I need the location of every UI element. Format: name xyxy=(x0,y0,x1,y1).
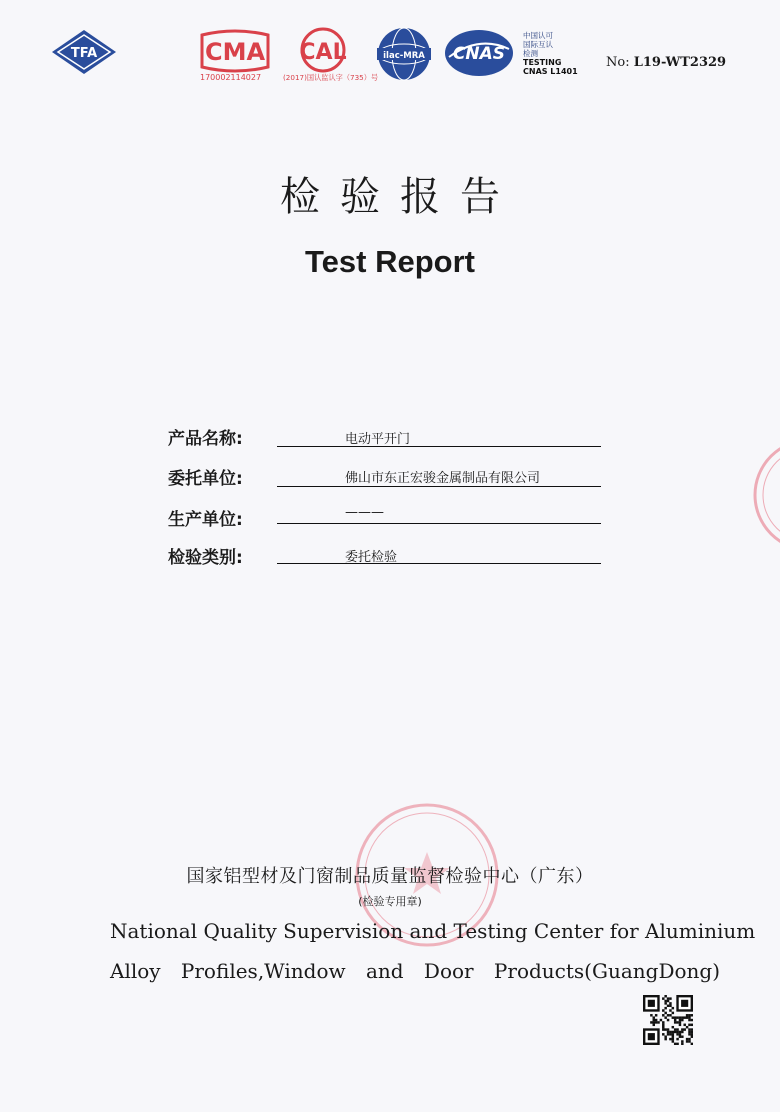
cal-caption: (2017)国认监认字（735）号 xyxy=(283,73,379,82)
page-title-english: Test Report xyxy=(305,244,475,279)
field-underline xyxy=(277,446,601,447)
field-value-client: 佛山市东正宏骏金属制品有限公司 xyxy=(345,471,541,486)
page-title-chinese: 检验报告 xyxy=(280,174,520,220)
report-number-label: No: xyxy=(606,55,630,70)
field-label-product-name: 产品名称: xyxy=(168,429,243,449)
seal-note: (检验专用章) xyxy=(358,895,422,908)
cnas-side-line: 国际互认 xyxy=(523,40,553,49)
cnas-logo xyxy=(443,27,515,85)
cnas-logo-text: CNAS xyxy=(452,44,506,64)
cal-logo-text: CAL xyxy=(299,40,347,65)
cnas-side-line: CNAS L1401 xyxy=(523,67,578,76)
tfa-logo-text: TFA xyxy=(70,46,98,61)
field-label-test-type: 检验类别: xyxy=(168,548,243,568)
report-number xyxy=(606,55,726,70)
report-number-value: L19-WT2329 xyxy=(633,55,727,70)
field-underline xyxy=(277,563,601,564)
issuing-center-english-line1: National Quality Supervision and Testing Center for Aluminium xyxy=(110,919,756,943)
field-value-manufacturer: ——— xyxy=(345,505,384,520)
tfa-logo xyxy=(50,28,118,76)
issuing-center-english-line2: Alloy Profiles,Window and Door Products(GuangDong) xyxy=(110,959,720,983)
field-label-manufacturer: 生产单位: xyxy=(168,510,243,530)
ilac-mra-logo-text: ilac-MRA xyxy=(383,51,425,61)
cnas-side-line: 中国认可 xyxy=(523,31,553,40)
ilac-mra-logo xyxy=(373,27,435,85)
field-label-client: 委托单位: xyxy=(168,469,243,489)
field-value-product-name: 电动平开门 xyxy=(345,432,411,447)
cma-logo-text: CMA xyxy=(204,38,266,66)
field-underline xyxy=(277,486,601,487)
cma-caption: 170002114027 xyxy=(200,73,262,82)
field-underline xyxy=(277,523,601,524)
edge-seal-stamp xyxy=(750,430,780,560)
issuing-center-chinese: 国家铝型材及门窗制品质量监督检验中心（广东） xyxy=(186,866,594,887)
qr-code xyxy=(643,995,693,1045)
field-value-test-type: 委托检验 xyxy=(345,550,398,565)
cnas-accreditation-text xyxy=(523,31,578,76)
cnas-side-line: 检测 xyxy=(523,49,538,58)
cnas-side-line: TESTING xyxy=(523,58,562,67)
